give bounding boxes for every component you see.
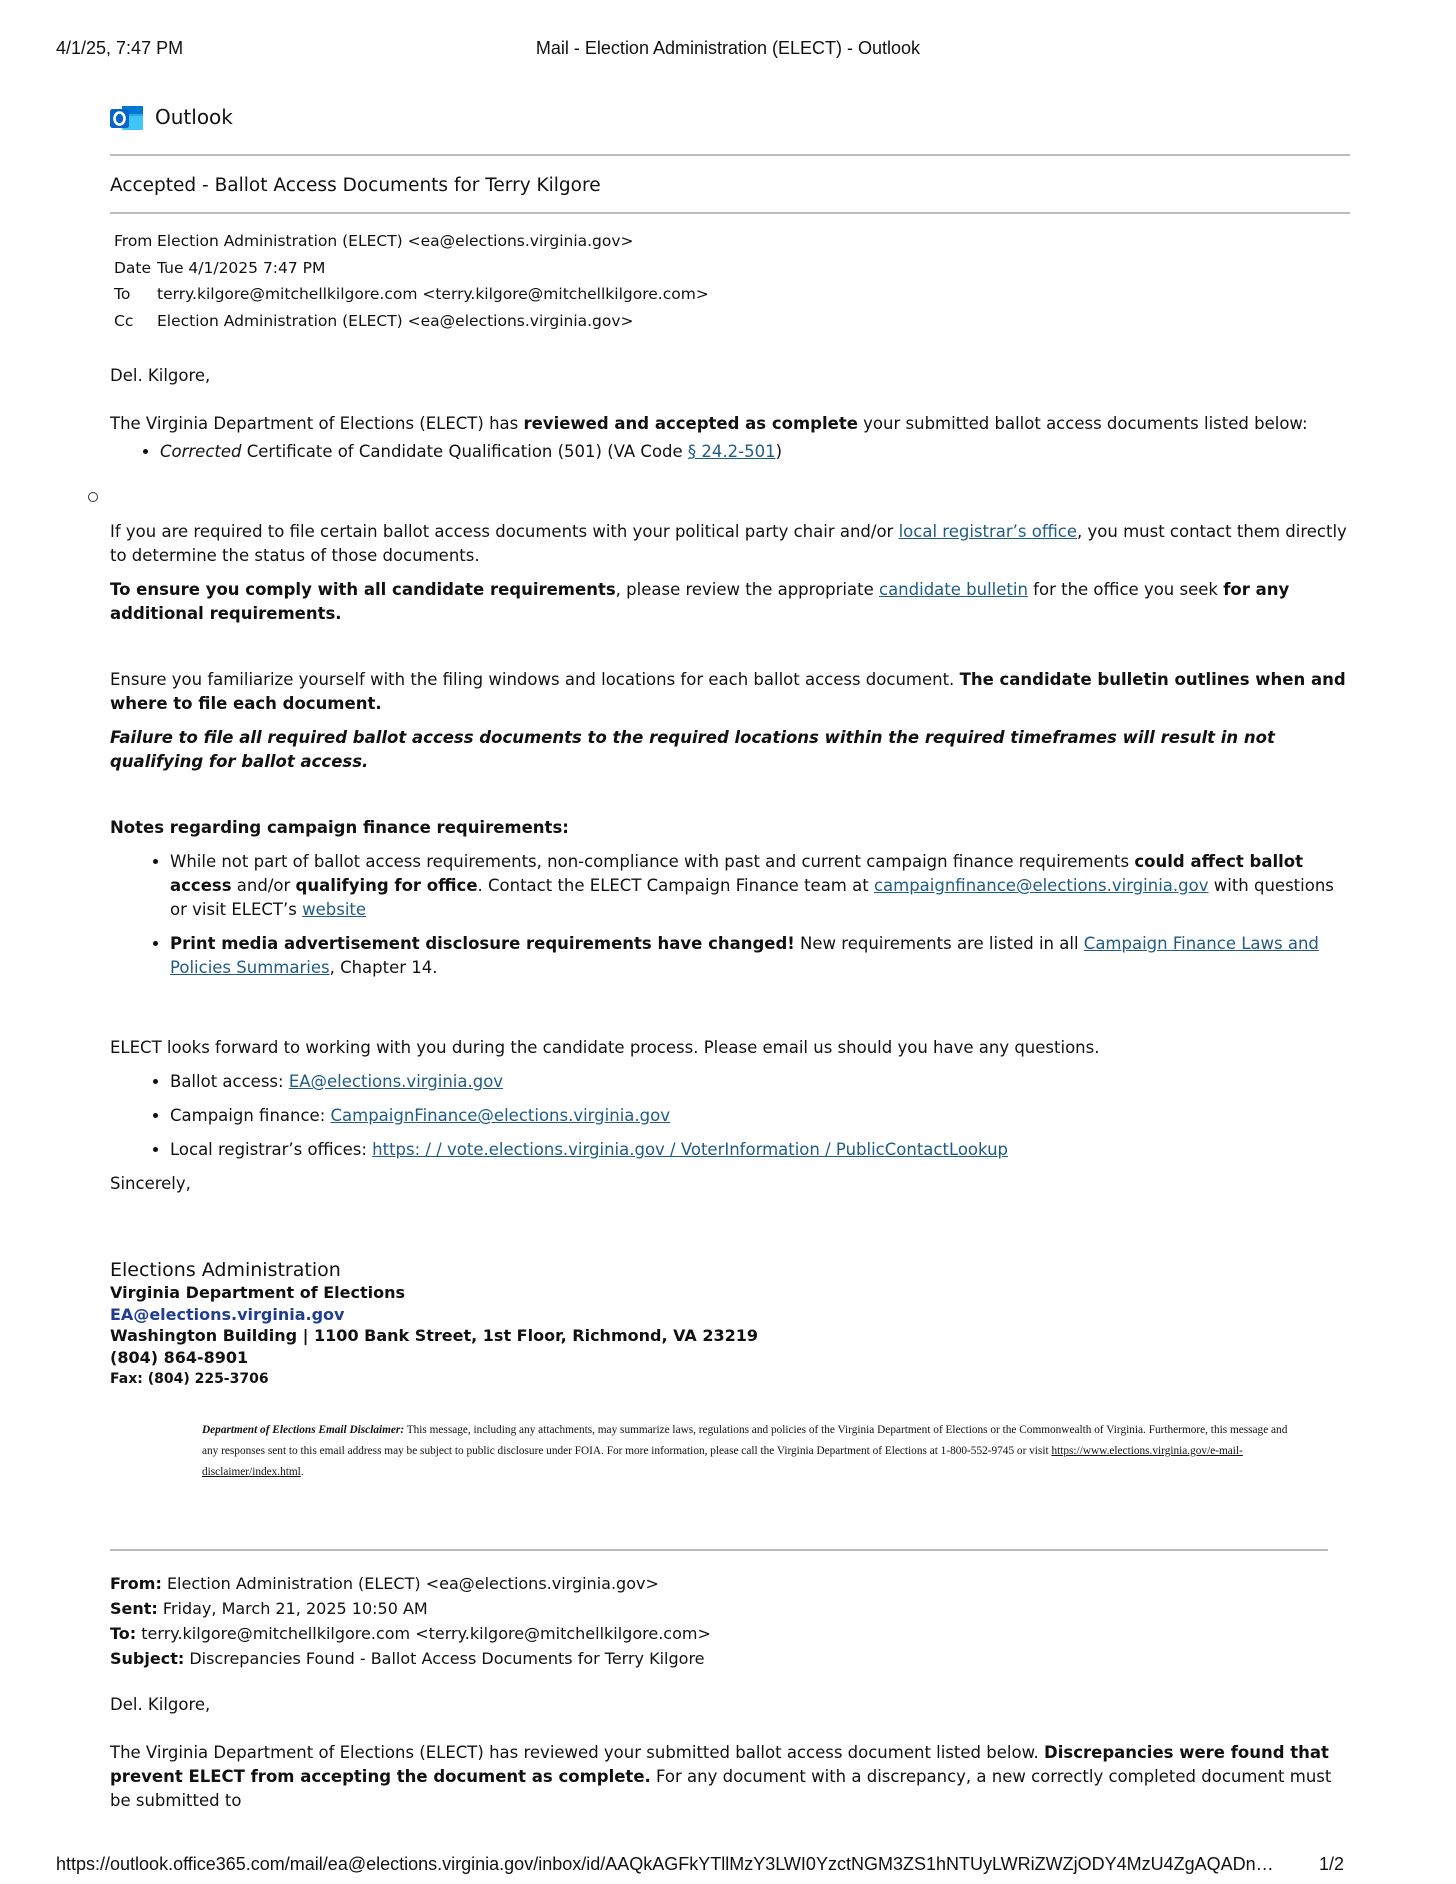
print-datetime: 4/1/25, 7:47 PM — [56, 38, 184, 58]
notes-heading: Notes regarding campaign finance requirements: — [110, 818, 569, 837]
list-item: • Local registrar’s offices: https: / / vote.elections.virginia.gov / VoterInformation / PublicContactLookup — [170, 1138, 1355, 1162]
email-body — [110, 364, 1355, 1196]
outlook-brand — [110, 100, 1355, 140]
greeting: Del. Kilgore, — [110, 1695, 211, 1714]
outlook-icon — [110, 102, 144, 134]
divider — [110, 212, 1350, 214]
candidate-bulletin-link[interactable]: candidate bulletin — [879, 580, 1028, 599]
email-meta — [110, 228, 1355, 334]
greeting: Del. Kilgore, — [110, 366, 211, 385]
email-subject: Accepted - Ballot Access Documents for Terry Kilgore — [110, 175, 601, 196]
signature-fax: Fax: (804) 225-3706 — [110, 1371, 269, 1387]
list-item: • While not part of ballot access requirements, non-compliance with past and current campaign finance requirements could affect ballot access and/or qualifying for office. Contact the ELECT Campaign Finance team at campaignfinance@elections.virginia.gov with questions or visit ELECT’s website — [170, 850, 1355, 922]
signature-email[interactable]: EA@elections.virginia.gov — [110, 1304, 345, 1324]
warning-paragraph: Failure to file all required ballot access documents to the required locations within the required timeframes will result in not qualifying for ballot access. — [110, 728, 1275, 771]
signature-phone: (804) 864-8901 — [110, 1347, 249, 1367]
email-content — [110, 100, 1355, 1823]
fwd-subject: Subject: Discrepancies Found - Ballot Access Documents for Terry Kilgore — [110, 1649, 705, 1668]
paragraph: The Virginia Department of Elections (ELECT) has reviewed your submitted ballot access document listed below. Discrepancies were found that prevent ELECT from accepting the document as complete. For any document with a discrepancy, a new correctly completed document must be submitted to — [110, 1743, 1332, 1810]
print-footer — [56, 1852, 1400, 1876]
forwarded-meta — [110, 1571, 1355, 1671]
paragraph: The Virginia Department of Elections (ELECT) has reviewed and accepted as complete your submitted ballot access documents listed below: — [110, 414, 1308, 433]
disclaimer-link[interactable]: https://www.elections.virginia.gov/e-mail-disclaimer/index.html — [202, 1445, 1243, 1478]
list-item: • Ballot access: EA@elections.virginia.gov — [170, 1070, 1355, 1094]
print-header — [56, 36, 1400, 60]
paragraph: If you are required to file certain ballot access documents with your political party chair and/or local registrar’s office, you must contact them directly to determine the status of those documents. — [110, 522, 1347, 565]
list-item: • Campaign finance: CampaignFinance@elections.virginia.gov — [170, 1104, 1355, 1128]
document-list — [110, 440, 1355, 464]
signature — [110, 1258, 1355, 1390]
meta-cc: Cc Election Administration (ELECT) <ea@elections.virginia.gov> — [114, 311, 634, 330]
ballot-access-email-link[interactable]: EA@elections.virginia.gov — [288, 1072, 504, 1091]
registrar-lookup-link[interactable]: https: / / vote.elections.virginia.gov / VoterInformation / PublicContactLookup — [372, 1140, 1009, 1159]
paragraph: To ensure you comply with all candidate requirements, please review the appropriate candidate bulletin for the office you seek for any additional requirements. — [110, 580, 1290, 623]
signature-address: Washington Building | 1100 Bank Street, 1st Floor, Richmond, VA 23219 — [110, 1326, 759, 1345]
list-item: • Corrected Certificate of Candidate Qualification (501) (VA Code § 24.2-501) — [160, 440, 1355, 464]
campaign-finance-email-link[interactable]: campaignfinance@elections.virginia.gov — [873, 876, 1209, 895]
page-number: 1/2 — [1318, 1854, 1344, 1874]
divider — [110, 1549, 1328, 1551]
campaign-finance-contact-link[interactable]: CampaignFinance@elections.virginia.gov — [330, 1106, 670, 1125]
fwd-from: From: Election Administration (ELECT) <ea@elections.virginia.gov> — [110, 1574, 659, 1593]
paragraph: Ensure you familiarize yourself with the filing windows and locations for each ballot access document. The candidate bulletin outlines when and where to file each document. — [110, 670, 1346, 713]
meta-to: To terry.kilgore@mitchellkilgore.com <terry.kilgore@mitchellkilgore.com> — [114, 285, 709, 303]
stray-circle-bullet — [88, 492, 98, 502]
campaign-finance-laws-link[interactable]: Campaign Finance Laws and Policies Summaries — [170, 934, 1319, 977]
contacts-list — [110, 1070, 1355, 1162]
closing: Sincerely, — [110, 1174, 191, 1193]
fwd-sent: Sent: Friday, March 21, 2025 10:50 AM — [110, 1599, 428, 1618]
va-code-link[interactable]: § 24.2-501 — [687, 442, 776, 461]
meta-from: From Election Administration (ELECT) <ea@elections.virginia.gov> — [114, 232, 634, 250]
print-title: Mail - Election Administration (ELECT) - Outlook — [535, 38, 921, 58]
notes-list — [110, 850, 1355, 980]
email-disclaimer: Department of Elections Email Disclaimer: This message, including any attachments, may summarize laws, regulations and policies of the Virginia Department of Elections or the Commonwealth of Virginia. Furthermore, this message and any responses sent to this email address may be subject to public disclosure under FOIA. For more information, please call the Virginia Department of Elections at 1-800-552-9745 or visit https://www.elections.virginia.gov/e-mail-disclaimer/index.html. — [202, 1424, 1288, 1478]
forwarded-body — [110, 1693, 1355, 1813]
paragraph: ELECT looks forward to working with you during the candidate process. Please email us should you have any questions. — [110, 1038, 1100, 1057]
brand-name: Outlook — [155, 105, 233, 129]
signature-org: Virginia Department of Elections — [110, 1283, 406, 1302]
fwd-to: To: terry.kilgore@mitchellkilgore.com <terry.kilgore@mitchellkilgore.com> — [110, 1624, 711, 1643]
signature-name: Elections Administration — [110, 1259, 341, 1281]
website-link[interactable]: website — [302, 900, 367, 919]
print-url: https://outlook.office365.com/mail/ea@elections.virginia.gov/inbox/id/AAQkAGFkYTllMzY3LWI0YzctNGM3ZS1hNTUyLWRiZWZjODY4MzU4ZgAQADn… — [56, 1854, 1274, 1874]
local-registrar-link[interactable]: local registrar’s office — [898, 522, 1078, 541]
list-item: • Print media advertisement disclosure requirements have changed! New requirements are listed in all Campaign Finance Laws and Policies Summaries, Chapter 14. — [170, 932, 1355, 980]
meta-date: Date Tue 4/1/2025 7:47 PM — [114, 258, 326, 277]
